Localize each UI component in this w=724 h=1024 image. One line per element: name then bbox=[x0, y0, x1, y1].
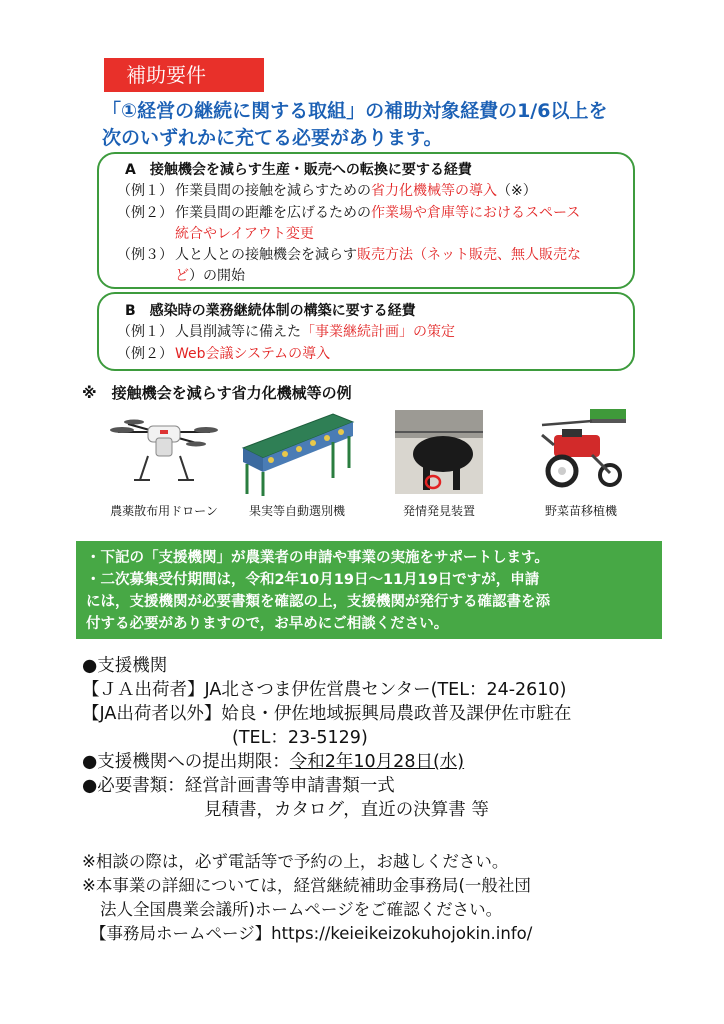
examples-title: ※ 接触機会を減らす省力化機械等の例 bbox=[82, 384, 352, 402]
deadline-row: ●支援機関への提出期限：令和2年10月28日(水) bbox=[82, 752, 465, 772]
intro-text bbox=[102, 98, 662, 152]
sorting-machine-icon bbox=[237, 408, 357, 498]
cattle-sensor-icon bbox=[395, 410, 483, 494]
notice-line1: ・下記の「支援機関」が農業者の申請や事業の実施をサポートします。 bbox=[86, 550, 549, 566]
transplanter-icon bbox=[532, 405, 632, 495]
note-line2: ※本事業の詳細については，経営継続補助金事務局(一般社団 bbox=[82, 876, 531, 895]
box-a-example-3-cont: ど）の開始 bbox=[175, 268, 245, 284]
requirement-box-b bbox=[97, 292, 635, 371]
box-a-example-1: （例１） 作業員間の接触を減らすための省力化機械等の導入（※） bbox=[117, 183, 537, 199]
support-heading: ●支援機関 bbox=[82, 656, 168, 676]
box-b-example-2: （例２） Web会議システムの導入 bbox=[117, 346, 331, 362]
box-b-heading: B 感染時の業務継続体制の構築に要する経費 bbox=[125, 303, 416, 319]
drone-icon bbox=[108, 410, 220, 490]
box-b-example-1: （例１） 人員削減等に備えた「事業継続計画」の策定 bbox=[117, 324, 455, 340]
note-line1: ※相談の際は，必ず電話等で予約の上，お越しください。 bbox=[82, 852, 509, 871]
notice-line3: には，支援機関が必要書類を確認の上，支援機関が発行する確認書を添 bbox=[86, 594, 550, 610]
support-ja-shipper: 【ＪＡ出荷者】JA北さつま伊佐営農センター(TEL：24-2610) bbox=[82, 680, 567, 700]
notice-line2: ・二次募集受付期間は，令和2年10月19日～11月19日ですが，申請 bbox=[86, 572, 540, 588]
support-non-ja-tel: (TEL：23-5129) bbox=[232, 728, 368, 748]
documents-row: ●必要書類：経営計画書等申請書類一式 bbox=[82, 776, 395, 796]
box-a-example-2: （例２） 作業員間の距離を広げるための作業場や倉庫等におけるスペース bbox=[117, 205, 581, 221]
section-tag: 補助要件 bbox=[104, 58, 264, 92]
notes bbox=[82, 850, 702, 946]
support-info bbox=[82, 654, 692, 822]
intro-line1: 「①経営の継続に関する取組」の補助対象経費の1/6以上を bbox=[102, 100, 608, 122]
example-caption-sorter: 果実等自動選別機 bbox=[248, 504, 345, 518]
support-non-ja: 【JA出荷者以外】姶良・伊佐地域振興局農政普及課伊佐市駐在 bbox=[82, 704, 572, 724]
box-a-example-2-cont: 統合やレイアウト変更 bbox=[175, 226, 314, 242]
example-caption-drone: 農薬散布用ドローン bbox=[110, 504, 218, 518]
example-caption-sensor: 発情発見装置 bbox=[402, 504, 475, 518]
box-a-heading: A 接触機会を減らす生産・販売への転換に要する経費 bbox=[125, 162, 472, 178]
note-line3: 法人全国農業会議所)ホームページをご確認ください。 bbox=[100, 900, 503, 919]
intro-line2: 次のいずれかに充てる必要があります。 bbox=[102, 127, 443, 149]
box-a-example-3: （例３） 人と人との接触機会を減らす販売方法（ネット販売、無人販売な bbox=[117, 247, 581, 263]
deadline-value: 令和2年10月28日(水) bbox=[289, 752, 465, 772]
homepage-link[interactable]: 【事務局ホームページ】https://keieikeizokuhojokin.info/ bbox=[90, 924, 533, 943]
example-caption-transplanter: 野菜苗移植機 bbox=[544, 504, 617, 518]
notice-line4: 付する必要がありますので，お早めにご相談ください。 bbox=[86, 616, 449, 632]
requirement-box-a bbox=[97, 152, 635, 289]
support-notice-box bbox=[76, 541, 662, 639]
documents-row-2: 見積書，カタログ，直近の決算書 等 bbox=[204, 800, 489, 820]
